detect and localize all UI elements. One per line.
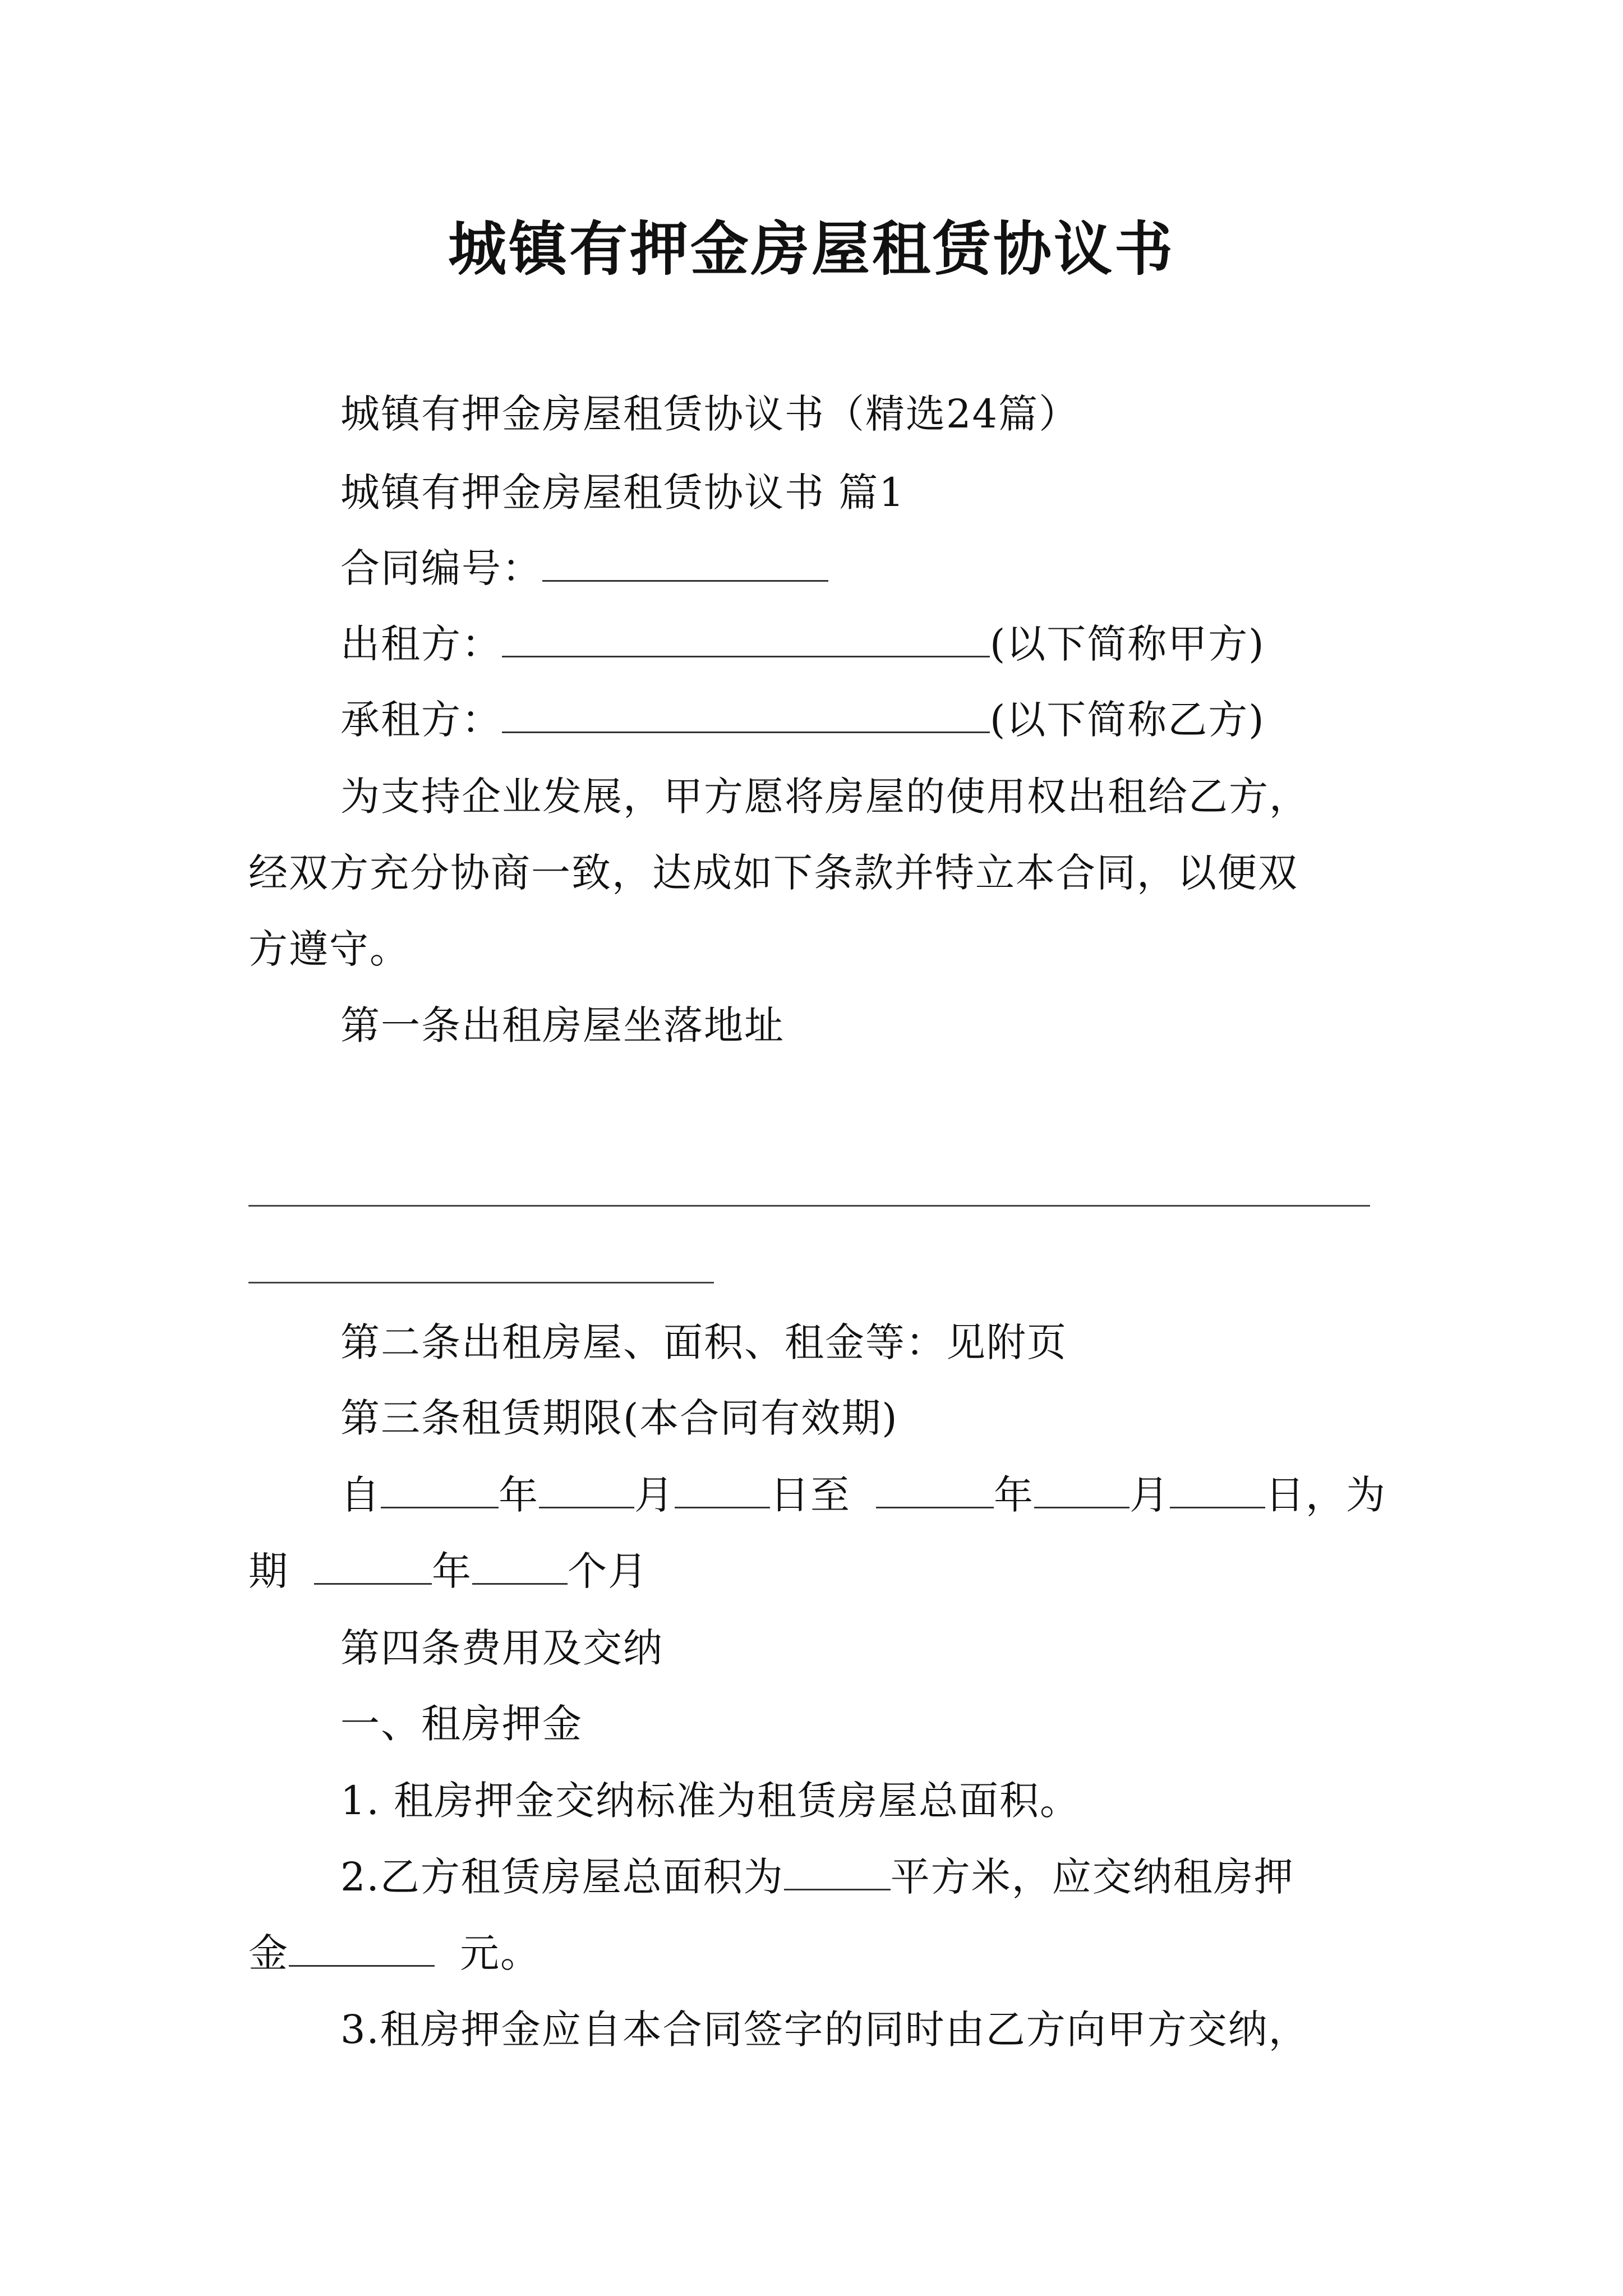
lessor-suffix: (以下简称甲方) [990,621,1265,667]
lessor-blank [502,622,990,657]
intro-line-2: 经双方充分协商一致，达成如下条款并特立本合同，以便双 [248,850,1298,896]
deposit-item-1: 1. 租房押金交纳标准为租赁房屋总面积。 [340,1778,1081,1824]
intro-line-3: 方遵守。 [248,926,410,972]
contract-number-line [340,541,828,595]
article-4: 第四条费用及交纳 [340,1625,663,1671]
address-blank-line-2 [248,1282,714,1283]
deposit-item-2-part-c: 金 [248,1930,289,1976]
term-year-label: 年 [499,1472,539,1518]
deposit-item-2-part-b: 平方米，应交纳租房押 [890,1854,1294,1900]
start-day-blank [675,1473,770,1508]
article-3: 第三条租赁期限(本合同有效期) [340,1395,898,1441]
deposit-item-2 [340,1850,1294,1904]
area-blank [784,1855,891,1890]
term-day-to-label: 日至 [770,1472,851,1518]
term-from: 自 [340,1472,381,1518]
deposit-item-3: 3.租房押金应自本合同签字的同时由乙方向甲方交纳， [340,2007,1309,2053]
term-period-label: 期 [248,1548,289,1594]
article-1: 第一条出租房屋坐落地址 [340,1002,785,1048]
start-month-blank [539,1473,634,1508]
deposit-item-2-part-a: 2.乙方租赁房屋总面积为 [340,1854,784,1900]
lessee-blank [502,698,990,733]
term-line-1 [340,1468,1386,1522]
period-month-blank [472,1549,568,1585]
article-2: 第二条出租房屋、面积、租金等：见附页 [340,1319,1067,1365]
intro-line-1: 为支持企业发展，甲方愿将房屋的使用权出租给乙方， [340,774,1310,820]
section-heading: 城镇有押金房屋租赁协议书 篇1 [340,470,905,516]
deposit-item-2-part-d: 元。 [460,1930,541,1976]
period-year-blank [314,1549,432,1585]
lessee-line [340,693,1265,747]
document-title: 城镇有押金房屋租赁协议书 [448,215,1175,283]
lessee-suffix: (以下简称乙方) [990,697,1265,743]
start-year-blank [381,1473,499,1508]
address-blank-line-1 [248,1205,1370,1207]
term-end-month-label: 月 [1129,1472,1170,1518]
term-end-day-label: 日 [1265,1472,1306,1518]
term-as-label: ，为 [1306,1472,1386,1518]
term-month-label: 月 [634,1472,675,1518]
period-year-label: 年 [432,1548,472,1594]
term-line-2 [248,1544,648,1598]
subtitle: 城镇有押金房屋租赁协议书（精选24篇） [340,391,1080,437]
lessee-label: 承租方： [340,697,502,743]
contract-number-blank [542,546,828,582]
deposit-item-2-cont [248,1926,541,1980]
term-end-year-label: 年 [994,1472,1034,1518]
deposit-heading: 一、租房押金 [340,1701,583,1747]
end-month-blank [1034,1473,1129,1508]
period-months-label: 个月 [568,1548,648,1594]
lessor-label: 出租方： [340,621,502,667]
end-day-blank [1170,1473,1265,1508]
contract-number-label: 合同编号： [340,545,542,591]
end-year-blank [876,1473,994,1508]
lessor-line [340,617,1265,671]
deposit-amount-blank [289,1931,435,1967]
